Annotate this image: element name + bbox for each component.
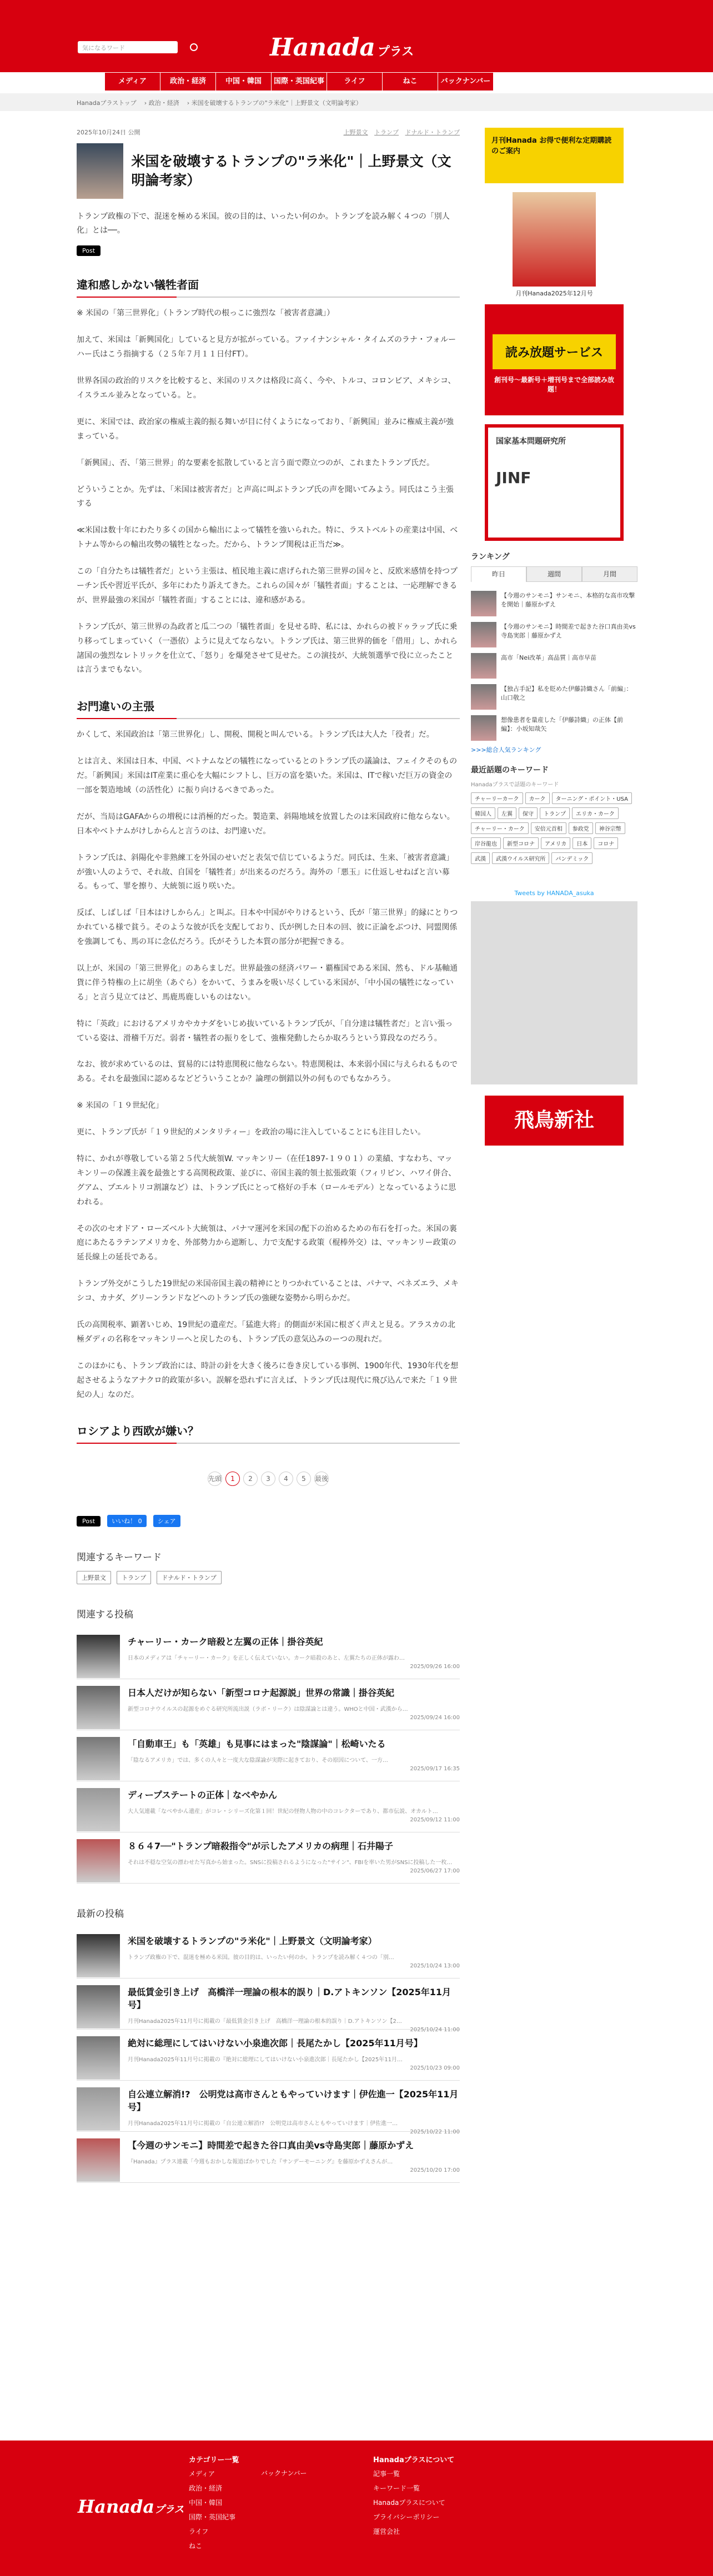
tweets-link[interactable]: Tweets by HANADA_asuka [514,890,594,897]
keyword-tag[interactable]: トランプ [540,807,570,819]
paragraph: 反ば、しばしば「日本はけしからん」と叫ぶ。日本や中国がやりけるという、氏が「第三世界」的縁にとりつかれている様で貧う。そのような彼が氏を支配しており、氏が例した日本の回、彼に正論をぶつけ、同盟関係を強調しても、馬の耳に念仏だろう。氏がそうした本質の部分が把握できる。 [77,908,458,947]
like-button[interactable]: いいね！ 0 [107,1515,147,1527]
keyword-tag[interactable]: 岸谷龍也 [471,837,501,849]
thumbnail [77,1686,120,1729]
keyword-tag[interactable]: 武漢ウイルス研究所 [492,852,549,864]
article-lead: トランプ政権の下で、混迷を極める米国。彼の目的は、いったい何のか。トランプを読み解く４つの「別人化」とは──。 [77,212,450,235]
post-date: 2025/06/27 17:00 [410,1868,460,1875]
ranking-list [471,586,637,742]
ranking-item[interactable] [471,711,637,742]
sidebar [471,128,637,1154]
footer-link[interactable]: 記事一覧 [373,2470,400,2478]
article-body [77,276,460,1444]
post-date: 2025/10/20 17:00 [410,2167,460,2174]
nav-item[interactable]: バックナンバー [438,72,494,91]
jinf-banner[interactable]: 国家基本問題研究所 JINF [485,424,624,541]
ranking-thumbnail [471,653,496,679]
post-summary: 月刊Hanada2025年11月号に掲載の「最低賃金引き上げ 高橋洋一理論の根本的誤り｜D.アトキンソン【2… [128,2018,402,2025]
paragraph: 加えて、米国は「新興国化」していると見方が拡がっている。ファイナンシャル・タイムズのラナ・フォルーハー氏はこう指摘する（２５年７月１１日付FT）。 [77,335,456,359]
footer-categories-2 [261,2468,307,2483]
keyword-tag[interactable]: 安倍元首相 [531,822,566,834]
related-item[interactable] [77,1781,460,1832]
tab-yesterday[interactable]: 昨日 [471,566,526,582]
site-logo[interactable]: Hanada プラス [270,33,414,62]
post-title[interactable]: チャーリー・カーク暗殺と左翼の正体｜掛谷英紀 [128,1636,323,1648]
related-item[interactable] [77,1628,460,1679]
footer [0,2441,713,2576]
nav-item[interactable]: 国際・英国紀事 [271,72,327,91]
ranking-item[interactable] [471,617,637,649]
pagination [77,1472,460,1486]
nav-item[interactable]: 政治・経済 [160,72,216,91]
main-nav [104,72,493,93]
post-date: 2025/10/22 11:00 [410,2129,460,2136]
keyword-tag[interactable]: チャーリーカーク [471,792,523,804]
keyword-tag[interactable]: トランプ [117,1571,151,1584]
paragraph: 「新興国」、否、「第三世界」的な要素を拡散していると言う面で際立つのが、これまたトランプ氏だ。 [77,458,434,468]
magazine-cover[interactable] [513,192,596,287]
thumbnail [77,1635,120,1678]
latest-item[interactable] [77,2132,460,2183]
keyword-tag[interactable]: エリカ・カーク [572,807,619,819]
read-all-banner[interactable]: 読み放題サービス 創刊号～最新号＋増刊号まで全部読み放題！ [485,304,624,415]
ranking-tabs [471,566,637,582]
magazine-caption[interactable]: 月刊Hanada2025年12月号 [515,290,593,297]
paragraph: この「自分たちは犠牲者だ」という主張は、植民地主義に虐げられた第三世界の国々と、反欧米感情を持つプーチン氏や習近平氏が、多年にわたり訴えてきた。これらの国々が「犠牲者面」することは、一応理解できるが、世界最強の米国が「犠牲者面」することには、違和感がある。 [77,567,458,605]
paragraph: 世界各国の政治的リスクを比較すると、米国のリスクは格段に高く、今や、トルコ、コロンビア、メキシコ、イスラエル並みとなっている。と。 [77,376,456,400]
latest-item[interactable] [77,1979,460,2033]
keyword-tag[interactable]: パンデミック [551,852,593,864]
post-summary: 月刊Hanada2025年11月号に掲載の「自公連立解消!? 公明党は高市さんともやっていけます｜伊佐進一… [128,2121,398,2127]
related-item[interactable] [77,1832,460,1884]
post-date: 2025/10/24 13:00 [410,1963,460,1970]
post-summary: 『Hanada』プラス連載「今週もおかしな報道ばかりでした『サンデーモーニング』を藤原かずえさんが… [128,2159,393,2166]
trending-sub: Hanadaプラスで話題のキーワード [471,782,559,788]
footer-link[interactable]: Hanadaプラスについて [373,2499,445,2507]
paragraph: トランプ氏は、斜陽化や非熟練工を外国のせいだと表気で信じているようだ。同氏は、生来、「被害者意識」が強い人のようで、それ故、自国を「犠牲者」が出来るのだろう。海外の「悪玉」に仕返しせねばと言い募る。もって、罪を擦り、大統領に返り咲いた。 [77,853,454,891]
tag-link[interactable]: トランプ [374,129,399,136]
page-link[interactable]: 2 [243,1472,258,1486]
keyword-tag[interactable]: コロナ [594,837,618,849]
nav-item[interactable]: メディア [104,72,160,91]
breadcrumb-item[interactable]: 政治・経済 [148,99,179,107]
paragraph: どういうことか。先ずは、「米国は被害者だ」と声高に叫ぶトランプ氏の声を聞いてみよう。同氏はこう主張する [77,485,454,509]
post-date: 2025/10/24 11:00 [410,2027,460,2033]
related-item[interactable] [77,1679,460,1730]
keyword-tag[interactable]: 上野景文 [77,1571,111,1584]
ranking-thumbnail [471,622,496,647]
page-link[interactable]: 最後 [314,1472,329,1486]
keyword-tag[interactable]: カーク [525,792,550,804]
post-summary: 新型コロナウイルスの起源をめぐる研究所流出説（ラボ・リーク）は陰謀論とは違う。WHOと中国・武漢から… [128,1706,408,1713]
thumbnail [77,1934,120,1977]
page-link[interactable]: 4 [279,1472,293,1486]
ranking-title[interactable]: 【独占手記】私を貶めた伊藤詩織さん「前編」：山口敬之 [501,685,632,701]
ranking-title[interactable]: 【今週のサンモニ】サンモニ、本格的な高市攻撃を開始｜藤原かずえ [501,592,635,608]
thumbnail [77,2138,120,2182]
paragraph: 特に、かれが尊敬している第２５代大統領W. マッキンリー（在任1897-１９０１）の業績、すなわち、マッキンリーの保護主義を最強とする高関税政策、並びに、帝国主義的領土拡張政策（フィリピン、ハワイ併合、グアム、プエルトリコ割譲など）は、トランプ氏にとって格好の手本（ロールモデル）となっているように思われる。 [77,1154,456,1207]
ranking-thumbnail [471,684,496,710]
article-main [77,128,460,2183]
page-link[interactable]: 5 [297,1472,311,1486]
keyword-tag[interactable]: 日本 [573,837,591,849]
keyword-tag[interactable]: ドナルド・トランプ [157,1571,221,1584]
footer-link[interactable]: ねこ [189,2542,203,2550]
keyword-list [77,1571,460,1584]
footer-link[interactable]: ライフ [189,2528,209,2535]
ranking-title[interactable]: 想像患者を量産した「伊藤詩織」の正体【前編】：小坂知哉矢 [501,716,623,732]
related-heading: 関連する投稿 [77,1609,133,1621]
page-link[interactable]: 先頭 [208,1472,222,1486]
post-title[interactable]: 米国を破壊するトランプの"ラ米化"｜上野景文（文明論考家） [128,1936,377,1947]
paragraph: なお、彼が求めているのは、貿易的には特恵関税に他ならない。特恵関税は、本来弱小国に与えられるものである。それを最強国に認めるなどどういうことか？論理の倒錯以外の何ものでもなかろう。 [77,1060,458,1084]
paragraph: トランプ氏が、第三世界の為政者と瓜二つの「犠牲者面」を見せる時、私には、かれらの被ドゥラップ氏に乗り移ってしまっていく（一憑依）ように見えてならない。トランプ氏は、第三世界的価を「借用」し、かれら諸国の強烈なレトリックを仕立て、「怒り」を爆発させて見せた。この演技が、大統領選挙で役に立ったことは言うまでもない。 [77,622,458,675]
tag-link[interactable]: 上野景文 [343,129,368,136]
keyword-tag[interactable]: チャーリー・カーク [471,822,529,834]
nav-item[interactable]: 中国・韓国 [215,72,272,91]
ranking-item[interactable] [471,586,637,617]
section-heading: ロシアより西欧が嫌い？ [77,1422,460,1444]
section-heading: お門違いの主張 [77,697,460,719]
latest-list [77,1927,460,2183]
post-date: 2025/09/12 11:00 [410,1817,460,1824]
post-title[interactable]: 【今週のサンモニ】時間差で起きた谷口真由美vs寺島実郎｜藤原かずえ [128,2140,414,2151]
post-title[interactable]: 自公連立解消!? 公明党は高市さんともやっていけます｜伊佐進一【2025年11月号】 [128,2089,459,2113]
post-title[interactable]: 最低賃金引き上げ 高橋洋一理論の根本的誤り｜D.アトキンソン【2025年11月号】 [128,1987,451,2011]
post-title[interactable]: 日本人だけが知らない「新型コロナ起源説」世界の常識｜掛谷英紀 [128,1688,395,1699]
post-date: 2025/09/26 16:00 [410,1664,460,1670]
paragraph: 特に「英政」におけるアメリカやカナダをいじめ抜いているトランプ氏が、「自分達は犠牲者だ」と言い張っている姿は、滑稽千万だ。弱者・犠牲者の振りをして、強権発動したらか取ろうという算段なのだろう。 [77,1019,453,1043]
thumbnail [77,1737,120,1780]
ranking-item[interactable] [471,680,637,711]
article-tags [339,128,460,137]
asuka-banner[interactable]: 飛鳥新社 [485,1096,624,1146]
paragraph: その次のセオドア・ローズベルト大統領は、パナマ運河を米国の配下の治めるための布石を打った。米国の裏庭にあたるラテンアメリカを、外部勢力から遮断し、力で支配する政策（棍棒外交）は、マッキンリー政策の延長線上の延長である。 [77,1224,457,1262]
paragraph: このほかにも、トランプ政治には、時計の針を大きく後ろに巻き戻している事例、1900年代、1930年代を想起させるようなアナクロ的政策が多い。誤解を恐れずに言えば、トランプ氏は現代に飛び込んで来た「１９世紀の人」なのだ。 [77,1361,459,1399]
author-photo [77,143,123,199]
keyword-tag[interactable]: 保守 [519,807,538,819]
thumbnail [77,1788,120,1831]
latest-item[interactable] [77,1927,460,1979]
paragraph: 更に、米国では、政治家の権威主義的振る舞いが目に付くようになっており、「新興国」並みに権威主義が強まっている。 [77,417,454,441]
keyword-tag[interactable]: 武漢 [471,852,490,864]
footer-categories: カテゴリー一覧 メディア 政治・経済 中国・韓国 国際・英国紀事 ライフ ねこ [189,2456,239,2550]
ranking-title[interactable]: 高市「Nei改革」高品質｜高市早苗 [501,654,597,661]
article-date: 2025年10月24日 公開 [77,129,140,136]
thumbnail [77,1985,120,2028]
post-summary: 日本のメディアは「チャーリー・カーク」を正しく伝えていない。カーク暗殺のあと、左翼たちの正体が露わ… [128,1655,405,1662]
post-date: 2025/10/23 09:00 [410,2065,460,2072]
footer-link[interactable]: 運営会社 [373,2528,400,2535]
twitter-embed[interactable] [471,901,637,1084]
post-date: 2025/09/17 16:35 [410,1766,460,1772]
keywords-heading: 関連するキーワード [77,1552,162,1564]
footer-link[interactable]: メディア [189,2470,215,2478]
share-button[interactable]: シェア [153,1515,180,1527]
ranking-thumbnail [471,591,496,616]
page-link[interactable]: 1 [225,1472,240,1486]
breadcrumb-item: 米国を破壊するトランプの"ラ米化"｜上野景文（文明論考家） [191,99,362,107]
tab-weekly[interactable]: 週間 [526,566,582,582]
section-heading: 違和感しかない犠牲者面 [77,276,460,298]
trending-heading: 最近話題のキーワード [471,766,549,775]
post-date: 2025/09/24 16:00 [410,1715,460,1721]
article-meta [77,128,460,137]
search-icon[interactable] [190,43,198,51]
post-summary: 月刊Hanada2025年11月号に掲載の『絶対に総理にしてはいけない小泉進次郎｜長尾たかし【2025年11月… [128,2057,403,2063]
search-input[interactable]: 気になるワード [78,41,178,53]
latest-item[interactable] [77,2030,460,2081]
keyword-tag[interactable]: 韓国人 [471,807,495,819]
post-title[interactable]: ８６４7──"トランプ暗殺指令"が示したアメリカの病理｜石井陽子 [128,1841,393,1852]
ranking-item[interactable] [471,649,637,680]
page-title: 米国を破壊するトランプの"ラ米化"｜上野景文（文明論考家） [131,153,451,188]
footer-link[interactable]: バックナンバー [261,2469,307,2477]
footer-link[interactable]: キーワード一覧 [373,2484,420,2492]
nav-item[interactable]: ライフ [327,72,383,91]
trending-tags [471,792,637,867]
footer-link[interactable]: 中国・韓国 [189,2499,223,2507]
post-summary: 大人気連載「なべやかん遺産」がコレ・シリーズ化第１回！世紀の怪物人物の中のコレクターであり、都市伝説、オカルト… [128,1809,438,1815]
post-summary: 「陰なるアメリカ」では、多くの人々と一度大な陰謀論が実際に起きており、その原因について、一方… [128,1757,388,1764]
paragraph: かくして、米国政治は「第三世界化」し、開税、開税と叫んでいる。トランプ氏は大人た「役者」だ。 [77,730,434,740]
paragraph: ※ 米国の「第三世界化」（トランプ時代の根っこに強烈な「被害者意識」） [77,309,335,318]
tab-monthly[interactable]: 月間 [582,566,637,582]
paragraph: ≪米国は数十年にわたり多くの国から輸出によって犠牲を強いられた。特に、ラストベルトの産業は中国、ベトナム等からの輸出攻勢の犠牲となった。だから、トランプ関税は正当だ≫。 [77,526,458,550]
nav-item[interactable]: ねこ [382,72,438,91]
post-title[interactable]: ディープステートの正体｜なべやかん [128,1790,277,1801]
x-post-button[interactable]: Post [77,245,101,256]
breadcrumb: Hanadaプラストップ › 政治・経済 › 米国を破壊するトランプの"ラ米化"｜上野景文（文明論考家） [0,93,713,111]
paragraph: 氏の高関税率、顕著いじめ、19世紀の遺産だ。「猛進大将」的側面が米国に根ざく声えと見る。アラスカの北極ダディの名称をマッキンリーへと戻したのも、トランプ氏の意気込みのーつの現れだ。 [77,1320,455,1344]
post-summary: それは不穏な空気の漂わせた写真から始まった。SNSに投稿されるようになった"サイン"、FBIを率いた男がSNSに投稿した一枚… [128,1860,453,1866]
latest-item[interactable] [77,2081,460,2136]
related-item[interactable] [77,1730,460,1781]
footer-link[interactable]: 政治・経済 [189,2484,223,2492]
keyword-tag[interactable]: アメリカ [541,837,570,849]
paragraph: ※ 米国の「１９世紀化」 [77,1101,164,1111]
paragraph: トランプ外交がこうした19世紀の米国帝国主義の精神にとりつかれていることは、パナマ、ベネズエラ、メキシコ、カナダ、グリーンランドなどへのトランプ氏の強硬な姿勢から明らかだ。 [77,1279,459,1303]
x-post-button[interactable]: Post [77,1516,101,1526]
paragraph: だが、当局はGAFAからの増税には消極的だった。製造業、斜陽地域を放置したのは米国政府に他ならない。日本やベトナムがけしからんと言うのは、お門違いだ。 [77,812,455,836]
keyword-tag[interactable]: 新型コロナ [503,837,539,849]
subscription-banner[interactable]: 月刊Hanada お得で便利な定期購読のご案内 [485,128,624,183]
keyword-tag[interactable]: 参政党 [569,822,593,834]
keyword-tag[interactable]: 神谷宗幣 [595,822,625,834]
keyword-tag[interactable]: ターニング・ポイント・USA [552,792,632,804]
ranking-heading: ランキング [471,553,510,561]
related-list [77,1628,460,1884]
paragraph: とは言え、米国は日本、中国、ベトナムなどの犠牲になっているとのトランプ氏の議論は、フェイクそのものだ。「新興国」米国はIT産業に重心を大幅にシフトし、巨万の富を築いた。米国は、ITで稼いだ巨万の資金の一部を製造地域（の活性化）に振り向けるべきであった。 [77,757,458,795]
post-summary: トランプ政権の下で、混迷を極める米国。彼の目的は、いったい何のか。トランプを読み解く４つの「別… [128,1955,394,1961]
ranking-title[interactable]: 【今週のサンモニ】時間差で起きた谷口真由美vs寺島実郎｜藤原かずえ [501,623,636,639]
paragraph: 更に、トランプ氏が「１９世紀的メンタリティー」を政治の場に注入していることにも注目したい。 [77,1128,426,1137]
paragraph: 以上が、米国の「第三世界化」のあらましだ。世界最強の経済パワー・覇権国である米国、然も、ドル基軸通貨に伴う特権の上に胡坐（あぐら）をかいて、うまみを吸い尽くしている米国が、「中小国の犠牲になっている」と言う見立てはど、馬鹿馬鹿しいものはない。 [77,963,458,1002]
site-header [0,0,713,72]
ranking-more-link[interactable]: >>>総合人気ランキング [471,746,541,754]
post-title[interactable]: 絶対に総理にしてはいけない小泉進次郎｜長尾たかし【2025年11月号】 [128,2038,423,2049]
thumbnail [77,2036,120,2080]
footer-about: Hanadaプラスについて 記事一覧 キーワード一覧 Hanadaプラスについて プライバシーポリシー 運営会社 [373,2456,455,2535]
keyword-tag[interactable]: 左翼 [498,807,516,819]
thumbnail [77,2087,120,2131]
ranking-thumbnail [471,715,496,741]
tag-link[interactable]: ドナルド・トランプ [405,129,460,136]
post-title[interactable]: 「自動車王」も「英雄」も見事にはまった"陰謀論"｜松崎いたる [128,1739,386,1750]
footer-link[interactable]: 国際・英国紀事 [189,2513,236,2521]
breadcrumb-item[interactable]: Hanadaプラストップ [77,99,137,107]
page-link[interactable]: 3 [261,1472,275,1486]
latest-heading: 最新の投稿 [77,1909,124,1920]
footer-link[interactable]: プライバシーポリシー [373,2513,440,2521]
thumbnail [77,1839,120,1882]
footer-logo[interactable]: Hanadaプラス [78,2496,184,2517]
